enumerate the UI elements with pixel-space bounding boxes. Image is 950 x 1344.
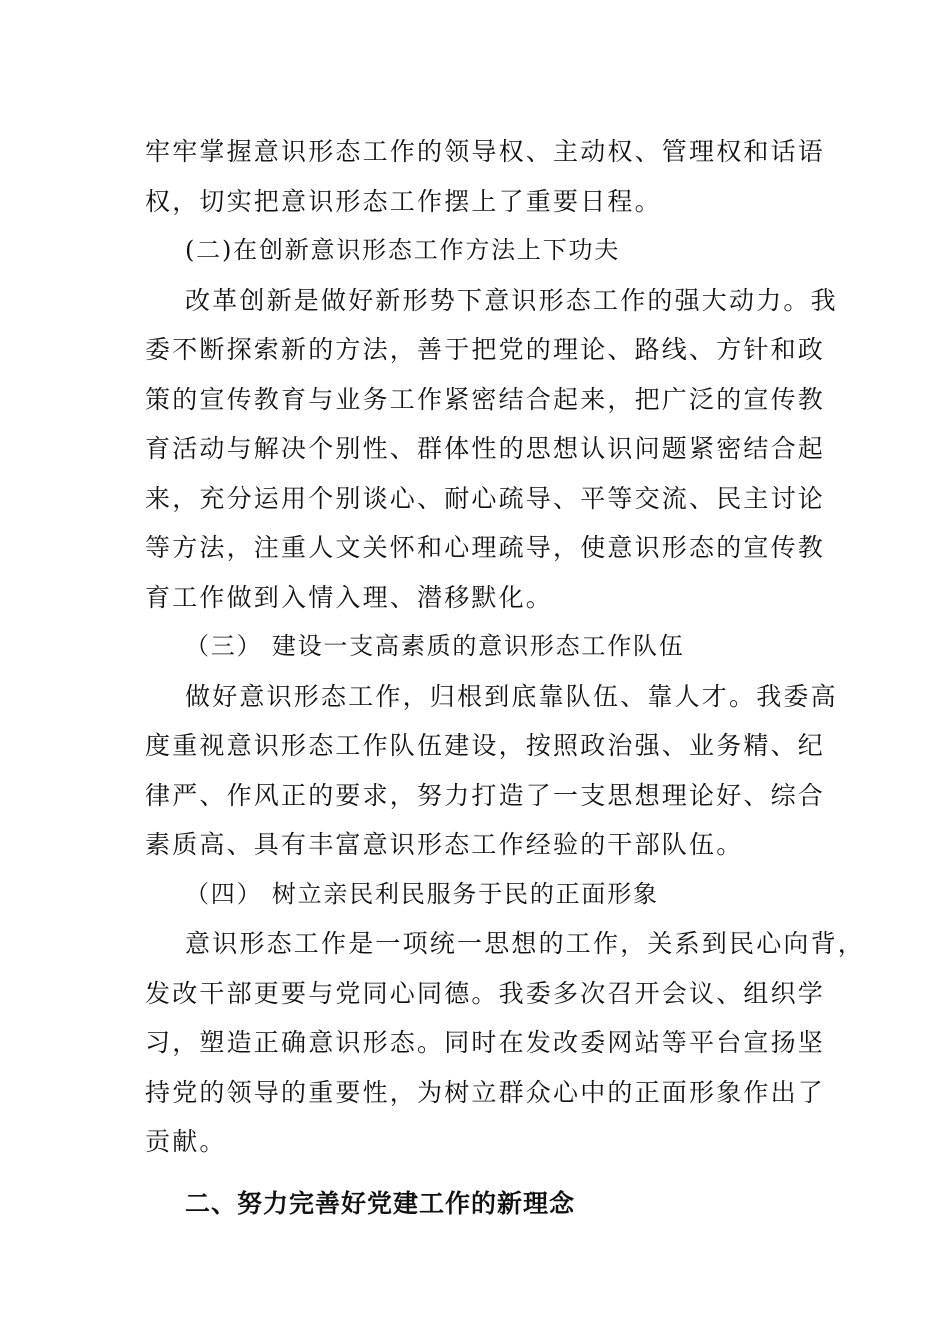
paragraph-line: 贡献。 (145, 1127, 227, 1156)
paragraph-line: 素质高、具有丰富意识形态工作经验的干部队伍。 (145, 830, 744, 859)
paragraph-line: 意识形态工作是一项统一思想的工作，关系到民心向背， (185, 929, 866, 958)
section-heading: (二)在创新意识形态工作方法上下功夫 (185, 236, 621, 264)
paragraph-line: 策的宣传教育与业务工作紧密结合起来，把广泛的宣传教 (145, 384, 826, 414)
paragraph-line: 改革创新是做好新形势下意识形态工作的强大动力。我 (185, 285, 838, 315)
section-heading: （四） 树立亲民利民服务于民的正面形象 (185, 879, 659, 908)
paragraph-line: 习，塑造正确意识形态。同时在发改委网站等平台宣扬坚 (145, 1028, 826, 1057)
paragraph-line: 做好意识形态工作，归根到底靠队伍、靠人才。我委高 (185, 681, 838, 711)
paragraph-line: 来，充分运用个别谈心、耐心疏导、平等交流、民主讨论 (145, 483, 826, 513)
paragraph-line: 度重视意识形态工作队伍建设，按照政治强、业务精、纪 (145, 731, 826, 760)
paragraph-line: 权，切实把意识形态工作摆上了重要日程。 (145, 186, 662, 216)
paragraph-line: 等方法，注重人文关怀和心理疏导，使意识形态的宣传教 (145, 533, 826, 562)
chapter-heading: 二、努力完善好党建工作的新理念 (185, 1188, 576, 1218)
paragraph-line: 发改干部更要与党同心同德。我委多次召开会议、组织学 (145, 978, 826, 1008)
section-heading: （三） 建设一支高素质的意识形态工作队伍 (185, 632, 685, 660)
paragraph-line: 委不断探索新的方法，善于把党的理论、路线、方针和政 (145, 335, 826, 364)
paragraph-line: 育活动与解决个别性、群体性的思想认识问题紧密结合起 (145, 434, 826, 463)
document-body (145, 127, 866, 1228)
paragraph-line: 牢牢掌握意识形态工作的领导权、主动权、管理权和话语 (145, 137, 826, 166)
paragraph-line: 持党的领导的重要性，为树立群众心中的正面形象作出了 (145, 1077, 826, 1107)
paragraph-line: 育工作做到入情入理、潜移默化。 (145, 582, 554, 612)
paragraph-line: 律严、作风正的要求，努力打造了一支思想理论好、综合 (145, 780, 826, 810)
